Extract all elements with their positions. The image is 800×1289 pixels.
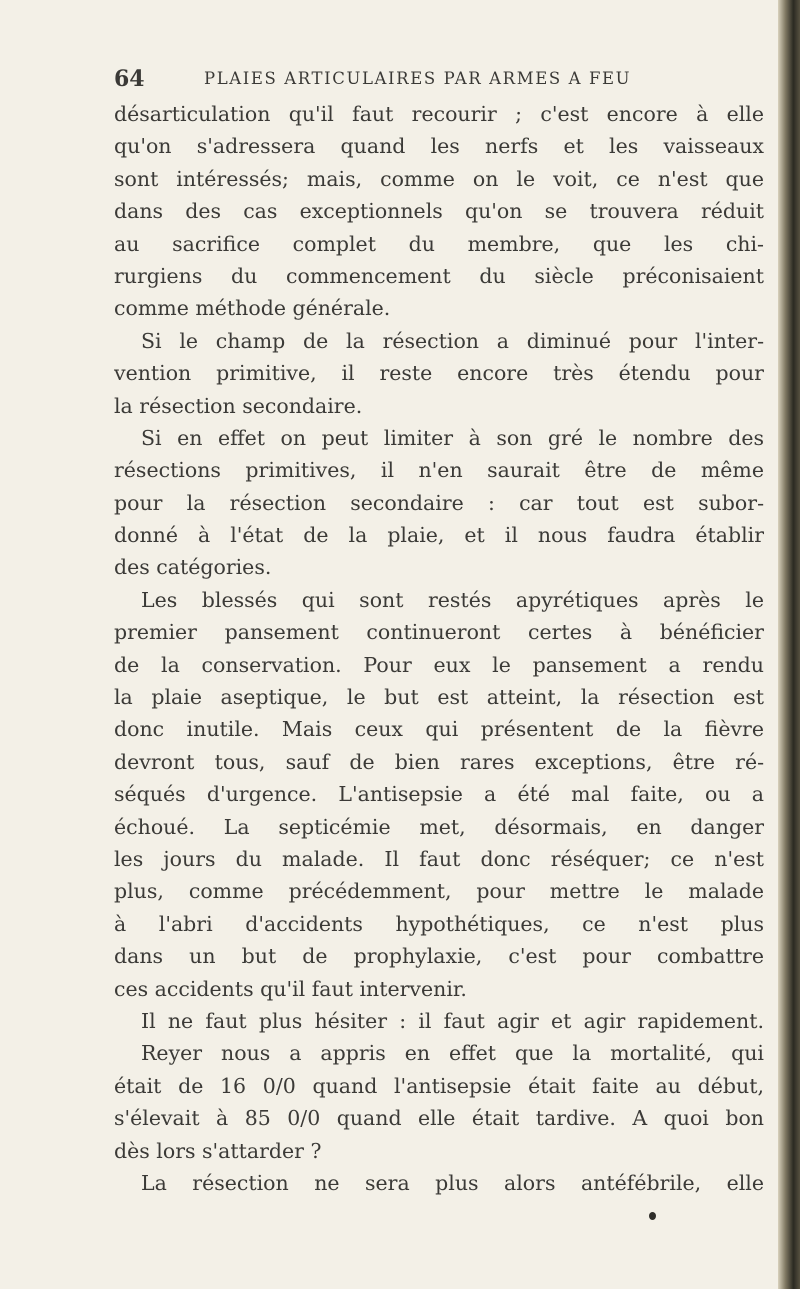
body-text <box>114 98 764 1199</box>
text-line: qu'on s'adressera quand les nerfs et les vaisseaux <box>114 134 764 159</box>
text-line: à l'abri d'accidents hypothétiques, ce n'est plus <box>114 911 764 936</box>
page-binding-edge <box>778 0 800 1289</box>
text-line: au sacrifice complet du membre, que les chi- <box>114 231 764 256</box>
text-line: séqués d'urgence. L'antisepsie a été mal faite, ou a <box>114 782 764 807</box>
text-line: Reyer nous a appris en effet que la mortalité, qui <box>141 1041 764 1066</box>
text-line: devront tous, sauf de bien rares exceptions, être ré- <box>114 749 764 774</box>
text-line: la plaie aseptique, le but est atteint, la résection est <box>114 685 764 710</box>
text-line: La résection ne sera plus alors antéfébrile, elle <box>141 1170 764 1195</box>
text-line: de la conservation. Pour eux le pansement a rendu <box>114 652 764 677</box>
page-header <box>114 66 774 96</box>
text-line: dès lors s'attarder ? <box>114 1138 322 1163</box>
running-head: PLAIES ARTICULAIRES PAR ARMES A FEU <box>204 69 632 88</box>
text-line: dans des cas exceptionnels qu'on se trouvera réduit <box>114 199 764 224</box>
text-line: comme méthode générale. <box>114 296 391 321</box>
text-line: échoué. La septicémie met, désormais, en danger <box>114 814 764 839</box>
text-line: Les blessés qui sont restés apyrétiques après le <box>141 587 764 612</box>
text-line: vention primitive, il reste encore très étendu pour <box>114 361 764 386</box>
ink-dot <box>649 1212 656 1220</box>
text-line: Il ne faut plus hésiter : il faut agir et agir rapidement. <box>141 1008 764 1033</box>
text-line: pour la résection secondaire : car tout est subor- <box>114 490 764 515</box>
text-line: ces accidents qu'il faut intervenir. <box>114 976 467 1001</box>
text-line: sont intéressés; mais, comme on le voit, ce n'est que <box>114 166 764 191</box>
text-line: donné à l'état de la plaie, et il nous faudra établir <box>114 523 764 548</box>
text-line: des catégories. <box>114 555 272 580</box>
text-line: désarticulation qu'il faut recourir ; c'est encore à elle <box>114 102 764 126</box>
text-line: donc inutile. Mais ceux qui présentent de la fièvre <box>114 717 764 742</box>
text-line: les jours du malade. Il faut donc réséquer; ce n'est <box>114 846 764 871</box>
text-line: s'élevait à 85 0/0 quand elle était tardive. A quoi bon <box>114 1106 764 1131</box>
text-line: Si en effet on peut limiter à son gré le nombre des <box>141 425 764 450</box>
text-line: résections primitives, il n'en saurait être de même <box>114 458 764 483</box>
text-line: était de 16 0/0 quand l'antisepsie était faite au début, <box>114 1073 764 1098</box>
text-line: la résection secondaire. <box>114 393 363 418</box>
text-line: rurgiens du commencement du siècle préconisaient <box>114 263 764 288</box>
text-line: premier pansement continueront certes à bénéficier <box>114 620 764 645</box>
page-number: 64 <box>114 66 145 92</box>
text-line: plus, comme précédemment, pour mettre le malade <box>114 879 764 904</box>
text-line: Si le champ de la résection a diminué pour l'inter- <box>141 328 764 353</box>
text-line: dans un but de prophylaxie, c'est pour combattre <box>114 944 764 969</box>
